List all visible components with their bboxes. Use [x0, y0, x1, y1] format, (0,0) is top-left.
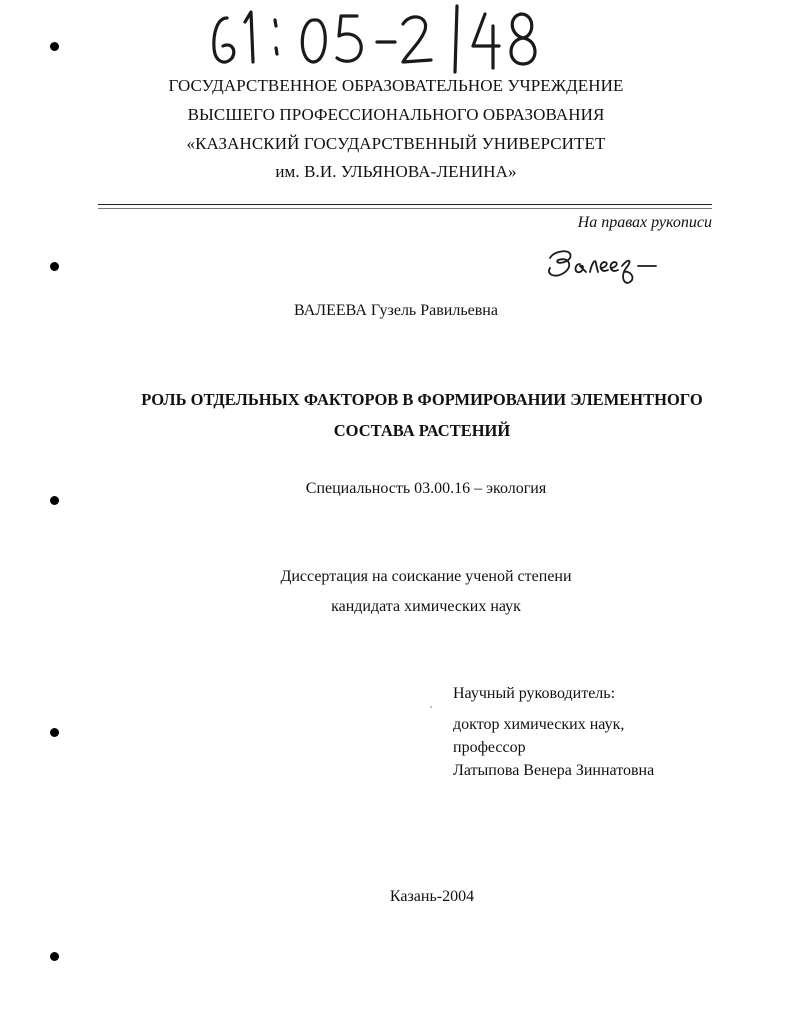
institution-line-3: «КАЗАНСКИЙ ГОСУДАРСТВЕННЫЙ УНИВЕРСИТЕТ — [186, 134, 606, 153]
institution-line-4: им. В.И. УЛЬЯНОВА-ЛЕНИНА» — [275, 162, 517, 181]
author-signature — [540, 242, 670, 290]
handwritten-catalog-number — [205, 4, 545, 74]
binding-hole-mark — [50, 952, 59, 961]
advisor-heading: Научный руководитель: — [453, 685, 616, 702]
signature-drawing — [540, 242, 670, 290]
advisor-position: профессор — [453, 739, 526, 756]
binding-hole-mark — [50, 728, 59, 737]
binding-hole-mark — [50, 42, 59, 51]
header-divider — [98, 204, 712, 205]
binding-hole-mark — [50, 262, 59, 271]
scientific-advisor-block — [453, 682, 654, 782]
header-divider-thin — [98, 208, 712, 209]
advisor-rank: доктор химических наук, — [453, 716, 625, 733]
city-year: Казань-2004 — [389, 888, 475, 905]
handwritten-number-drawing — [205, 4, 545, 74]
institution-line-1: ГОСУДАРСТВЕННОЕ ОБРАЗОВАТЕЛЬНОЕ УЧРЕЖДЕНИЕ — [168, 76, 624, 95]
scan-speck — [430, 706, 432, 708]
degree-line-2: кандидата химических наук — [331, 598, 521, 615]
dissertation-title-line-2: СОСТАВА РАСТЕНИЙ — [333, 421, 511, 440]
binding-hole-mark — [50, 496, 59, 505]
dissertation-title-line-1: РОЛЬ ОТДЕЛЬНЫХ ФАКТОРОВ В ФОРМИРОВАНИИ ЭЛЕМЕНТНОГО — [141, 390, 703, 409]
institution-line-2: ВЫСШЕГО ПРОФЕССИОНАЛЬНОГО ОБРАЗОВАНИЯ — [187, 105, 605, 124]
degree-line-1: Диссертация на соискание ученой степени — [280, 568, 572, 585]
author-name: ВАЛЕЕВА Гузель Равильевна — [294, 302, 498, 319]
manuscript-rights-note: На правах рукописи — [577, 214, 712, 231]
advisor-name: Латыпова Венера Зиннатовна — [453, 762, 655, 779]
specialty: Специальность 03.00.16 – экология — [305, 480, 547, 497]
